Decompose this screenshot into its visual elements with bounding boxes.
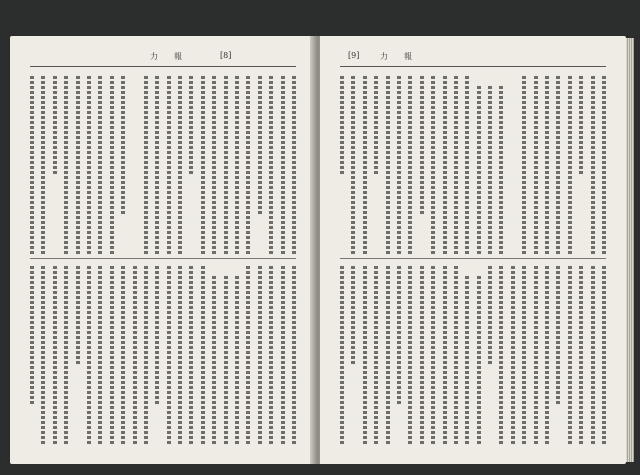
text-column	[87, 76, 91, 254]
text-column	[477, 86, 481, 254]
left-page-number: [8]	[220, 51, 232, 60]
text-column	[155, 266, 159, 405]
text-column	[363, 266, 367, 444]
text-column	[545, 266, 549, 444]
text-column	[258, 76, 262, 215]
text-column	[292, 76, 296, 254]
text-column	[556, 76, 560, 254]
text-column	[201, 76, 205, 254]
text-column	[545, 76, 549, 254]
text-column	[76, 76, 80, 254]
text-column	[110, 76, 114, 254]
text-column	[397, 266, 401, 405]
text-column	[431, 266, 435, 444]
text-column	[579, 266, 583, 444]
text-column	[110, 266, 114, 444]
left-running-head	[30, 48, 296, 67]
left-page	[10, 36, 316, 464]
text-column	[201, 266, 205, 444]
left-text-block	[30, 76, 296, 446]
left-lower-text	[30, 266, 296, 444]
text-column	[178, 266, 182, 444]
text-column	[602, 266, 606, 444]
text-column	[121, 266, 125, 444]
text-column	[386, 76, 390, 254]
text-column	[511, 76, 515, 254]
text-column	[511, 266, 515, 444]
text-column	[144, 76, 148, 254]
text-column	[281, 266, 285, 444]
text-column	[30, 76, 34, 254]
text-column	[189, 266, 193, 444]
left-running-title: 力 報	[150, 52, 182, 61]
text-column	[408, 76, 412, 254]
text-column	[292, 266, 296, 444]
text-column	[281, 76, 285, 254]
text-column	[556, 266, 560, 405]
text-column	[534, 76, 538, 254]
text-column	[568, 76, 572, 254]
text-column	[499, 266, 503, 444]
right-running-head	[340, 48, 606, 67]
right-divider-rule	[340, 258, 606, 259]
text-column	[602, 76, 606, 254]
text-column	[522, 76, 526, 254]
text-column	[235, 276, 239, 444]
text-column	[41, 76, 45, 254]
text-column	[224, 76, 228, 254]
text-column	[499, 86, 503, 254]
text-column	[212, 276, 216, 444]
text-column	[64, 76, 68, 254]
text-column	[465, 76, 469, 254]
text-column	[30, 266, 34, 405]
text-column	[443, 76, 447, 254]
text-column	[246, 76, 250, 254]
text-column	[258, 266, 262, 444]
text-column	[235, 76, 239, 254]
text-column	[420, 266, 424, 444]
text-column	[87, 266, 91, 444]
text-column	[133, 266, 137, 444]
text-column	[121, 76, 125, 215]
text-column	[522, 266, 526, 444]
text-column	[465, 276, 469, 444]
right-running-title: 力 報	[380, 52, 412, 61]
text-column	[488, 266, 492, 364]
text-column	[189, 76, 193, 174]
text-column	[98, 76, 102, 254]
text-column	[488, 86, 492, 254]
text-column	[41, 266, 45, 444]
text-column	[397, 76, 401, 254]
text-column	[420, 76, 424, 215]
right-page	[320, 36, 626, 464]
text-column	[144, 266, 148, 444]
text-column	[374, 266, 378, 444]
text-column	[212, 76, 216, 254]
text-column	[269, 266, 273, 444]
book-spread	[10, 14, 634, 466]
text-column	[431, 76, 435, 254]
right-lower-text	[340, 266, 606, 444]
text-column	[363, 76, 367, 254]
text-column	[53, 76, 57, 174]
text-column	[224, 276, 228, 444]
text-column	[155, 76, 159, 254]
text-column	[443, 266, 447, 444]
page-edges	[626, 38, 634, 462]
text-column	[178, 76, 182, 254]
text-column	[167, 76, 171, 254]
text-column	[408, 266, 412, 444]
text-column	[53, 266, 57, 444]
text-column	[64, 266, 68, 444]
text-column	[454, 76, 458, 254]
text-column	[340, 76, 344, 174]
text-column	[591, 76, 595, 254]
text-column	[269, 76, 273, 254]
text-column	[568, 266, 572, 444]
text-column	[386, 266, 390, 444]
text-column	[351, 266, 355, 364]
text-column	[76, 266, 80, 364]
text-column	[374, 76, 378, 174]
text-column	[534, 266, 538, 444]
text-column	[98, 266, 102, 444]
text-column	[579, 76, 583, 174]
right-text-block	[340, 76, 606, 446]
left-upper-text	[30, 76, 296, 254]
text-column	[351, 76, 355, 254]
text-column	[133, 76, 137, 254]
right-upper-text	[340, 76, 606, 254]
text-column	[167, 266, 171, 444]
left-divider-rule	[30, 258, 296, 259]
right-page-number: [9]	[348, 51, 360, 60]
text-column	[591, 266, 595, 444]
text-column	[454, 266, 458, 444]
text-column	[477, 276, 481, 444]
text-column	[246, 266, 250, 444]
text-column	[340, 266, 344, 444]
